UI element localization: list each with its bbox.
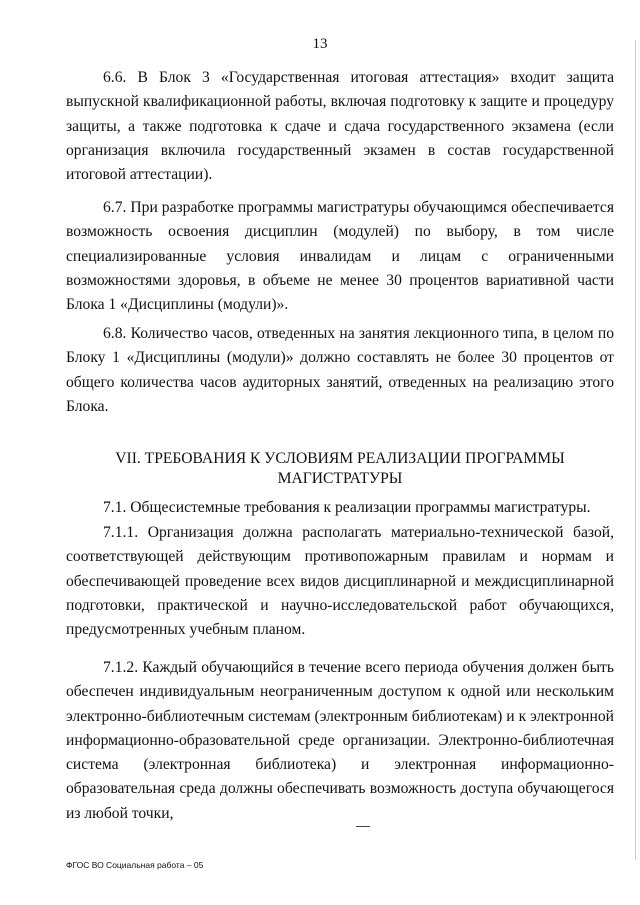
paragraph-7-1: 7.1. Общесистемные требования к реализации программы магистратуры.	[103, 499, 591, 516]
paragraph-6-7: 6.7. При разработке программы магистратуры обучающимся обеспечивается возможность освоения дисциплин (модулей) по выбору, в том числе специализированные условия инвалидам и лицам с ограниченными возможностями здоровья, в объеме не менее 30 процентов вариативной части Блока 1 «Дисциплины (модули)».	[66, 199, 614, 314]
footer-text: ФГОС ВО Социальная работа – 05	[66, 860, 204, 870]
paragraph-6-6: 6.6. В Блок 3 «Государственная итоговая аттестация» входит защита выпускной квалификационной работы, включая подготовку к защите и процедуру защиты, а также подготовка к сдаче и сдача государственного экзамена (если организация включила государственный экзамен в состав государственной итоговой аттестации).	[66, 69, 614, 184]
paragraph-7-1-2: 7.1.2. Каждый обучающийся в течение всего периода обучения должен быть обеспечен индивидуальным неограниченным доступом к одной или нескольким электронно-библиотечным системам (электронным библиотекам) и к электронной информационно-образовательной среде организации. Электронно-библиотечная система (электронная библиотека) и электронная информационно-образовательная среда должны обеспечивать возможность доступа обучающегося из любой точки,	[66, 659, 614, 822]
section-heading-line1: VII. ТРЕБОВАНИЯ К УСЛОВИЯМ РЕАЛИЗАЦИИ ПРОГРАММЫ	[115, 450, 565, 467]
page-number: 13	[312, 36, 328, 52]
paragraph-7-1-1: 7.1.1. Организация должна располагать материально-технической базой, соответствующей действующим противопожарным правилам и нормам и обеспечивающей проведение всех видов дисциплинарной и междисциплинарной подготовки, практической и научно-исследовательской работ обучающихся, предусмотренных учебным планом.	[66, 524, 614, 639]
footer-rule	[356, 826, 370, 827]
section-heading-line2: МАГИСТРАТУРЫ	[277, 470, 403, 487]
paragraph-6-8: 6.8. Количество часов, отведенных на занятия лекционного типа, в целом по Блоку 1 «Дисциплины (модули)» должно составлять не более 30 процентов от общего количества часов аудиторных занятий, отведенных на реализацию этого Блока.	[66, 325, 614, 415]
scan-edge-line	[635, 40, 636, 860]
section-heading	[66, 449, 614, 489]
